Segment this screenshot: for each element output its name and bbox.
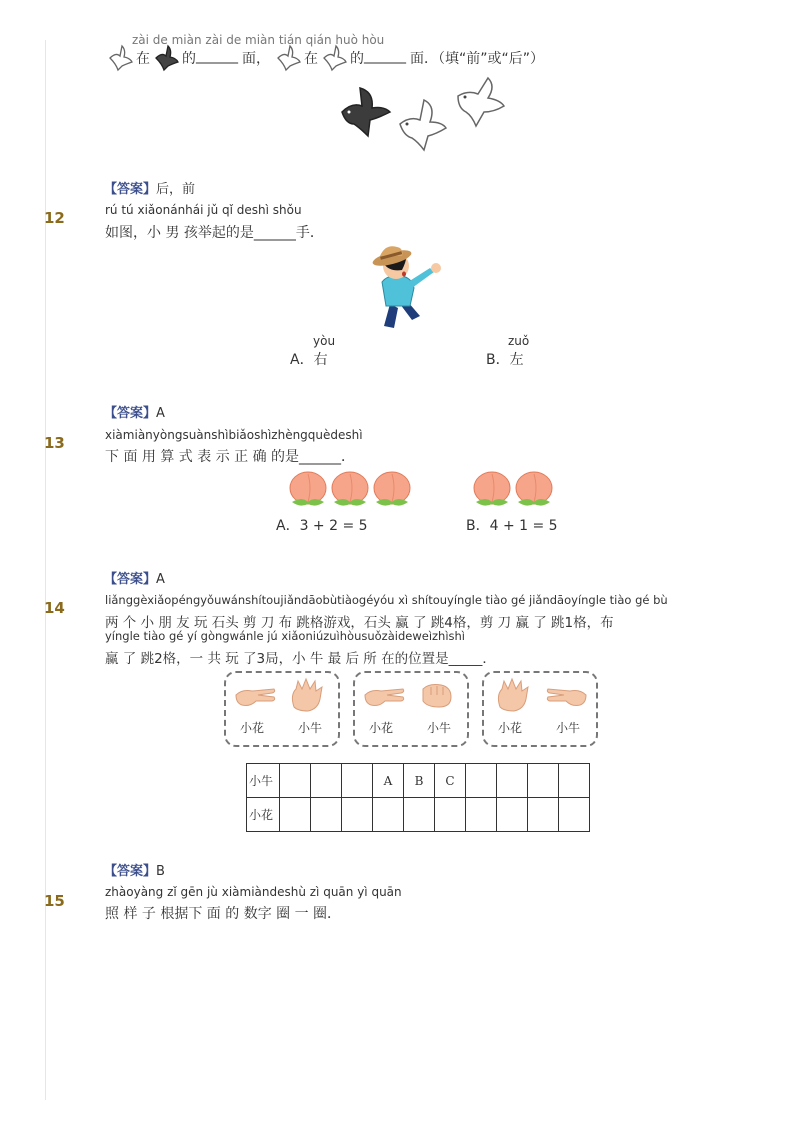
label-xiaohua: 小花 <box>369 721 394 735</box>
q14-pinyin-line1: liǎnggèxiǎopéngyǒuwánshítoujiǎndāobùtiàogéyóu xì shítouyíngle tiào gé jiǎndāoyíngle tiào gé bù <box>105 593 668 607</box>
q15-question-text: 照 样 子 根据下 面 的 数字 圈 一 圈． <box>105 906 342 922</box>
grid-cell <box>280 764 311 798</box>
round-1-box <box>224 671 340 747</box>
q12-question-text: 如图，小 男 孩举起的是______手． <box>105 225 324 241</box>
grid-cell <box>280 798 311 832</box>
grid-cell <box>497 798 528 832</box>
question-number: 15 <box>44 892 65 910</box>
q14-text-line2: 赢 了 跳2格，一 共 玩 了3局，小 牛 最 后 所 在的位置是_____． <box>105 651 496 667</box>
q11-zai-2: 在 <box>304 51 318 67</box>
question-number: 14 <box>44 599 65 617</box>
scissors-hand-icon <box>544 681 588 711</box>
grid-row-header: 小花 <box>247 798 280 832</box>
choice-b-pinyin: zuǒ <box>508 334 530 348</box>
choice-b[interactable]: B．4 + 1 = 5 <box>466 518 558 534</box>
label-xiaoniu: 小牛 <box>427 721 452 735</box>
q14-answer <box>104 860 165 879</box>
choice-a[interactable]: A．右 <box>290 352 328 368</box>
grid-cell <box>559 764 590 798</box>
grid-cell <box>311 798 342 832</box>
grid-cell <box>311 764 342 798</box>
answer-value: A <box>156 572 165 587</box>
answer-value: 后，前 <box>156 182 196 197</box>
position-grid <box>246 763 590 832</box>
scissors-hand-icon <box>234 681 278 711</box>
grid-row-xiaoniu <box>247 764 590 798</box>
q11-de-2: 的 <box>350 51 364 67</box>
choice-a[interactable]: A．3 + 2 = 5 <box>276 518 368 534</box>
grid-cell <box>342 798 373 832</box>
left-margin-line <box>45 40 46 1100</box>
white-bird-icon <box>274 42 302 72</box>
grid-row-header: 小牛 <box>247 764 280 798</box>
round-3-box <box>482 671 598 747</box>
answer-tag: 【答案】 <box>104 572 157 587</box>
grid-cell <box>497 764 528 798</box>
question-number: 12 <box>44 209 65 227</box>
q14-text-line1: 两 个 小 朋 友 玩 石头 剪 刀 布 跳格游戏，石头 赢 了 跳4格，剪 刀 赢 了 跳1格，布 <box>105 615 614 631</box>
answer-value: A <box>156 406 165 421</box>
q11-mian-2: 面．（填“前”或“后”） <box>410 51 545 67</box>
grid-row-xiaohua <box>247 798 590 832</box>
q13-question-text: 下 面 用 算 式 表 示 正 确 的是______． <box>105 449 356 465</box>
two-peaches-image <box>470 466 558 508</box>
label-xiaoniu: 小牛 <box>298 721 323 735</box>
grid-cell-a: A <box>373 764 404 798</box>
label-xiaohua: 小花 <box>498 721 523 735</box>
answer-tag: 【答案】 <box>104 182 157 197</box>
grid-cell <box>528 798 559 832</box>
q13-pinyin: xiàmiànyòngsuànshìbiǎoshìzhèngquèdeshì <box>105 428 363 442</box>
grid-cell <box>342 764 373 798</box>
white-bird-icon <box>106 42 134 72</box>
q11-zai-1: 在 <box>136 51 150 67</box>
scissors-hand-icon <box>363 681 407 711</box>
paper-hand-icon <box>494 677 534 713</box>
grid-cell-b: B <box>404 764 435 798</box>
grid-cell-c: C <box>435 764 466 798</box>
round-2-box <box>353 671 469 747</box>
answer-tag: 【答案】 <box>104 406 157 421</box>
label-xiaoniu: 小牛 <box>556 721 581 735</box>
paper-hand-icon <box>288 677 328 713</box>
q11-pinyin: zài de miàn zài de miàn tián qián huò hòu <box>132 33 385 47</box>
grid-cell <box>435 798 466 832</box>
q13-answer <box>104 568 165 587</box>
three-peaches-image <box>286 466 416 508</box>
question-number: 13 <box>44 434 65 452</box>
black-bird-icon <box>152 42 180 72</box>
grid-cell <box>404 798 435 832</box>
answer-value: B <box>156 864 165 879</box>
q11-blank-2: ______ <box>364 48 406 64</box>
grid-cell <box>466 798 497 832</box>
choice-b[interactable]: B．左 <box>486 352 524 368</box>
three-birds-image <box>336 74 510 158</box>
grid-cell <box>528 764 559 798</box>
q11-blank-1: ______ <box>196 48 238 64</box>
grid-cell <box>373 798 404 832</box>
q12-pinyin: rú tú xiǎonánhái jǔ qǐ deshì shǒu <box>105 203 302 217</box>
grid-cell <box>559 798 590 832</box>
q11-de-1: 的 <box>182 51 196 67</box>
q14-pinyin-line2: yíngle tiào gé yí gòngwánle jú xiǎoniúzuìhòusuǒzàideweìzhìshì <box>105 629 466 643</box>
q11-answer <box>104 178 195 197</box>
answer-tag: 【答案】 <box>104 864 157 879</box>
label-xiaohua: 小花 <box>240 721 265 735</box>
white-bird-icon <box>320 42 348 72</box>
rock-hand-icon <box>419 681 455 711</box>
q11-mian-1: 面， <box>242 51 270 67</box>
boy-raising-hand-image <box>366 242 448 332</box>
choice-a-pinyin: yòu <box>313 334 336 348</box>
grid-cell <box>466 764 497 798</box>
q15-pinyin: zhàoyàng zǐ gēn jù xiàmiàndeshù zì quān yì quān <box>105 885 402 899</box>
q12-answer <box>104 402 165 421</box>
